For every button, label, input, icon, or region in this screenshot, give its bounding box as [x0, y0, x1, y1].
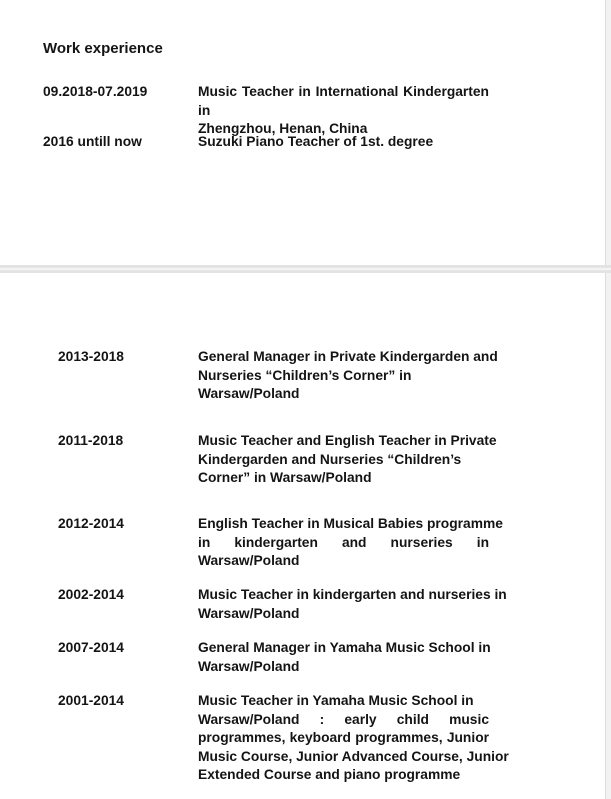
- document-page-2: [0, 273, 605, 799]
- experience-description-line: in kindergarten and nurseries in: [198, 534, 489, 550]
- experience-description: [198, 586, 507, 623]
- experience-description-line: Warsaw/Poland: [198, 605, 300, 621]
- experience-description: [198, 692, 509, 785]
- experience-period: 2013-2018: [58, 349, 124, 364]
- experience-description-line: Warsaw/Poland: [198, 386, 300, 401]
- experience-description-line: Nurseries “Children’s Corner” in: [198, 367, 412, 383]
- experience-description-line: English Teacher in Musical Babies programme: [198, 516, 503, 531]
- experience-description-line: programmes, keyboard programmes, Junior: [198, 730, 489, 745]
- experience-description: [198, 133, 489, 152]
- experience-description: [198, 432, 497, 488]
- experience-description: [198, 348, 498, 404]
- experience-period: 2011-2018: [58, 433, 124, 448]
- experience-period: 2001-2014: [58, 693, 124, 708]
- experience-period: 09.2018-07.2019: [43, 84, 148, 99]
- experience-description-line: Music Teacher in International Kindergarten in: [198, 84, 489, 118]
- experience-description: [198, 515, 503, 571]
- experience-period: 2012-2014: [58, 516, 124, 531]
- experience-description-line: Warsaw/Poland : early child music: [198, 711, 489, 727]
- experience-description-line: Warsaw/Poland: [198, 658, 300, 674]
- work-experience-heading: Work experience: [43, 40, 163, 57]
- experience-description-line: Extended Course and piano programme: [198, 767, 461, 782]
- experience-description: [198, 639, 489, 676]
- experience-description-line: Corner” in Warsaw/Poland: [198, 470, 372, 485]
- experience-period: 2007-2014: [58, 640, 124, 655]
- experience-description: [198, 83, 489, 139]
- experience-period: 2016 untill now: [43, 134, 142, 149]
- experience-description-line: Music Teacher in Yamaha Music School in: [198, 693, 474, 708]
- experience-description-line: Kindergarden and Nurseries “Children’s: [198, 451, 462, 467]
- experience-description-line: General Manager in Yamaha Music School in: [198, 640, 491, 655]
- page-break-divider: [0, 265, 611, 273]
- experience-description-line: General Manager in Private Kindergarden and: [198, 349, 498, 364]
- experience-description-line: Music Course, Junior Advanced Course, Junior: [198, 748, 509, 764]
- experience-period: 2002-2014: [58, 587, 124, 602]
- experience-description-line: Suzuki Piano Teacher of 1st. degree: [198, 134, 434, 149]
- document-page-1: [0, 0, 605, 265]
- experience-description-line: Zhengzhou, Henan, China: [198, 121, 368, 136]
- experience-description-line: Warsaw/Poland: [198, 553, 300, 568]
- experience-description-line: Music Teacher and English Teacher in Private: [198, 433, 497, 448]
- viewer-edge-strip: [605, 0, 611, 799]
- experience-description-line: Music Teacher in kindergarten and nurseries in: [198, 587, 507, 602]
